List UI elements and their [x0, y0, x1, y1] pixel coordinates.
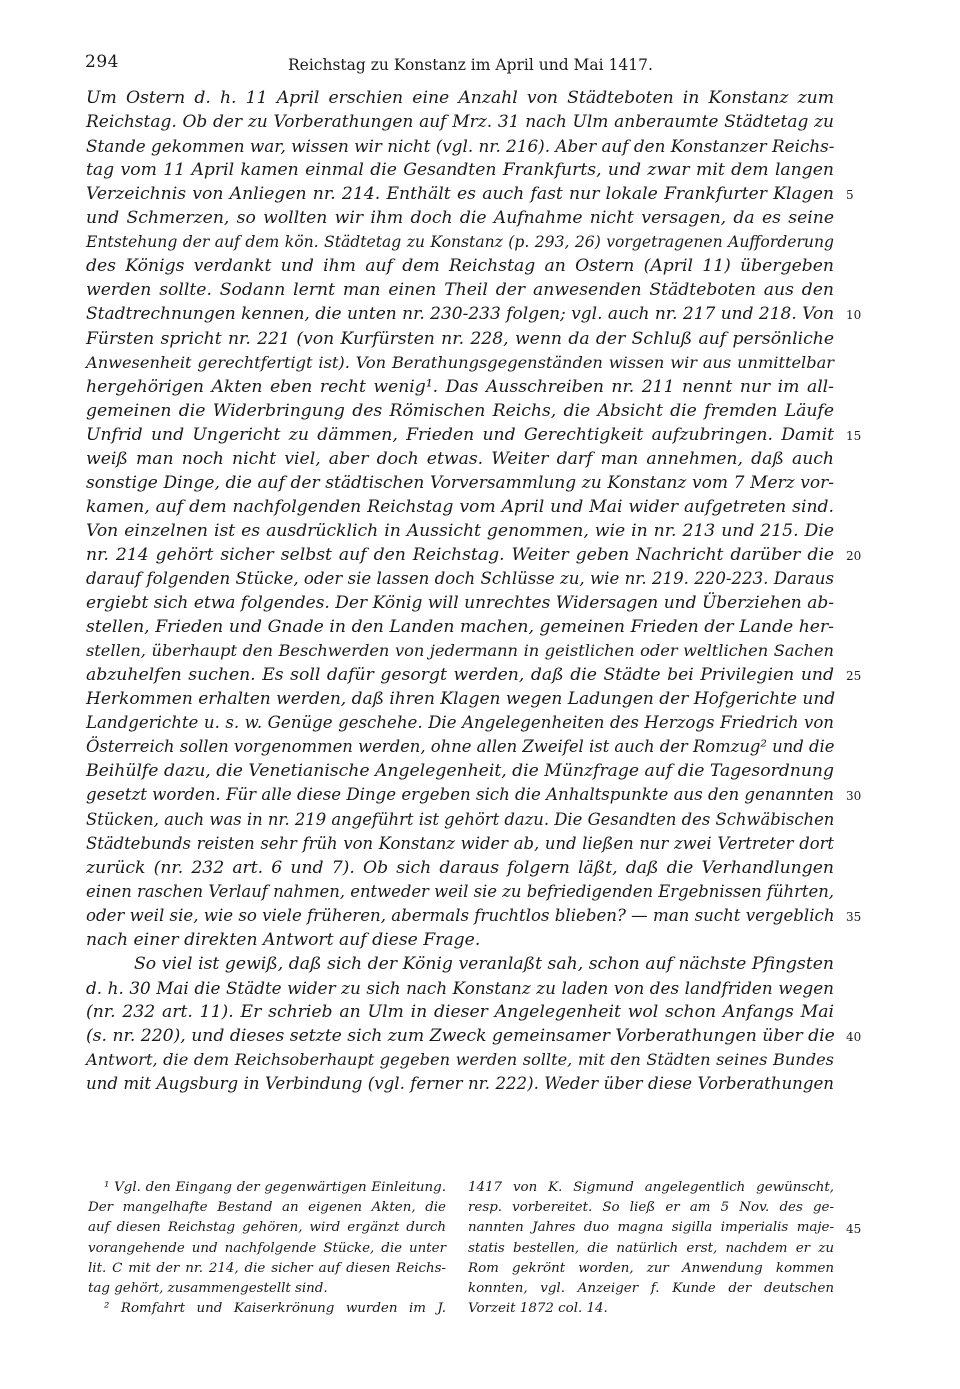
text-line: Stadtrechnungen kennen, die unten nr. 230-233 folgen; vgl. auch nr. 217 und 218. Von: [86, 304, 835, 325]
text-line: Verzeichnis von Anliegen nr. 214. Enthält es auch fast nur lokale Frankfurter Klagen: [86, 184, 834, 205]
footnote-line: lit. C mit der nr. 214, die sicher auf diesen Reichs-: [88, 1260, 446, 1276]
text-line: hergehörigen Akten eben recht wenig¹. Das Ausschreiben nr. 211 nennt nur im all-: [86, 376, 834, 397]
page-number: 294: [85, 52, 119, 72]
text-line: Anwesenheit gerechtfertigt ist). Von Berathungsgegenständen wissen wir aus unmittelbar: [86, 352, 834, 372]
text-line: des Königs verdankt und ihm auf dem Reichstag an Ostern (April 11) übergeben: [86, 256, 834, 277]
line-number: 5: [846, 188, 854, 203]
text-line: einen raschen Verlauf nahmen, entweder weil sie zu befriedigenden Ergebnissen führten,: [86, 881, 834, 901]
text-line: Von einzelnen ist es ausdrücklich in Aussicht genommen, wie in nr. 213 und 215. Die: [86, 520, 834, 541]
line-number: 25: [846, 669, 862, 684]
line-number: 30: [846, 789, 862, 804]
text-line: abzuhelfen suchen. Es soll dafür gesorgt werden, daß die Städte bei Privilegien und: [86, 665, 834, 686]
text-line: weiß man noch nicht viel, aber doch etwas. Weiter darf man annehmen, daß auch: [86, 448, 834, 469]
text-line: stellen, überhaupt den Beschwerden von jedermann in geistlichen oder weltlichen Sachen: [86, 641, 834, 661]
text-line: Antwort, die dem Reichsoberhaupt gegeben werden sollte, mit den Städten seines Bundes: [86, 1050, 834, 1069]
text-line: gesetzt worden. Für alle diese Dinge ergeben sich die Anhaltspunkte aus den genannten: [86, 785, 834, 805]
footnote-line: 1417 von K. Sigmund angelegentlich gewünscht,: [468, 1180, 834, 1195]
text-line: stellen, Frieden und Gnade in den Landen machen, gemeinen Frieden der Lande her-: [86, 617, 834, 638]
text-line: Unfrid und Ungericht zu dämmen, Frieden und Gerechtigkeit aufzubringen. Damit: [86, 424, 834, 445]
text-line: werden sollte. Sodann lernt man einen Theil der anwesenden Städteboten aus den: [86, 280, 834, 301]
text-line: tag vom 11 April kamen einmal die Gesandten Frankfurts, und zwar mit dem langen: [86, 160, 834, 181]
line-number: 40: [846, 1029, 862, 1044]
line-number: 45: [846, 1222, 862, 1237]
text-line: (s. nr. 220), und dieses setzte sich zum Zweck gemeinsamer Vorberathungen über die: [86, 1025, 835, 1046]
footnote-line: konnten, vgl. Anzeiger f. Kunde der deutschen: [468, 1281, 834, 1296]
text-line: Entstehung der auf dem kön. Städtetag zu Konstanz (p. 293, 26) vorgetragenen Aufforderung: [86, 233, 834, 252]
text-line: Städtebunds reisten sehr früh von Konstanz wider ab, und ließen nur zwei Vertreter dort: [86, 833, 834, 853]
footnote-line: ² Romfahrt und Kaiserkrönung wurden im J.: [104, 1301, 446, 1317]
text-line: Österreich sollen vorgenommen werden, ohne allen Zweifel ist auch der Romzug² und die: [86, 737, 835, 757]
footnote-line: resp. vorbereitet. So ließ er am 5 Nov. des ge-: [468, 1200, 834, 1216]
line-number: 10: [846, 308, 862, 323]
text-line: darauf folgenden Stücke, oder sie lassen doch Schlüsse zu, wie nr. 219. 220-223. Daraus: [86, 569, 834, 588]
text-line: Stande gekommen war, wissen wir nicht (vgl. nr. 216). Aber auf den Konstanzer Reichs-: [86, 136, 835, 157]
footnote-line: vorangehende und nachfolgende Stücke, die unter: [88, 1240, 446, 1256]
text-line: So viel ist gewiß, daß sich der König veranlaßt sah, schon auf nächste Pfingsten: [134, 953, 834, 974]
text-line: gemeinen die Widerbringung des Römischen Reichs, die Absicht die fremden Läufe: [86, 400, 834, 421]
text-line: Reichstag. Ob der zu Vorberathungen auf Mrz. 31 nach Ulm anberaumte Städtetag zu: [86, 112, 834, 133]
footnote-line: tag gehört, zusammengestellt sind.: [88, 1281, 328, 1296]
text-line: und Schmerzen, so wollten wir ihm doch die Aufnahme nicht versagen, da es seine: [86, 208, 834, 229]
footnote-line: Rom gekrönt worden, zur Anwendung kommen: [468, 1260, 834, 1276]
text-line: zurück (nr. 232 art. 6 und 7). Ob sich daraus folgern läßt, daß die Verhandlungen: [86, 857, 834, 878]
footnote-line: auf diesen Reichstag gehören, wird ergänzt durch: [88, 1220, 446, 1236]
text-line: nach einer direkten Antwort auf diese Frage.: [86, 929, 481, 950]
text-line: nr. 214 gehört sicher selbst auf den Reichstag. Weiter geben Nachricht darüber die: [86, 544, 834, 565]
line-number: 20: [846, 548, 862, 563]
footnote-line: statis bestellen, die natürlich erst, nachdem er zu: [468, 1240, 834, 1256]
text-line: ergiebt sich etwa folgendes. Der König will unrechtes Widersagen und Überziehen ab-: [86, 593, 834, 614]
running-title: Reichstag zu Konstanz im April und Mai 1417.: [288, 56, 653, 74]
text-line: Um Ostern d. h. 11 April erschien eine Anzahl von Städteboten in Konstanz zum: [86, 88, 834, 108]
footnote-line: Der mangelhafte Bestand an eigenen Akten, die: [88, 1200, 446, 1216]
text-line: sonstige Dinge, die auf der städtischen Vorversammlung zu Konstanz vom 7 Merz vor-: [86, 472, 834, 493]
text-line: Herkommen erhalten werden, daß ihren Klagen wegen Ladungen der Hofgerichte und: [86, 689, 836, 710]
text-line: Fürsten spricht nr. 221 (von Kurfürsten nr. 228, wenn da der Schluß auf persönliche: [86, 328, 834, 349]
text-line: oder weil sie, wie so viele früheren, abermals fruchtlos blieben? — man sucht vergeblich: [86, 905, 835, 925]
text-line: d. h. 30 Mai die Städte wider zu sich nach Konstanz zu laden von des landfriden wegen: [86, 977, 834, 998]
footnote-line: nannten Jahres duo magna sigilla imperialis maje-: [468, 1220, 834, 1236]
text-line: Landgerichte u. s. w. Genüge geschehe. Die Angelegenheiten des Herzogs Friedrich von: [86, 713, 834, 733]
text-line: Stücken, auch was in nr. 219 angeführt ist gehört dazu. Die Gesandten des Schwäbischen: [86, 809, 835, 829]
footnote-line: Vorzeit 1872 col. 14.: [468, 1301, 608, 1317]
footnote-line: ¹ Vgl. den Eingang der gegenwärtigen Einleitung.: [104, 1180, 446, 1195]
line-number: 35: [846, 909, 862, 924]
text-line: (nr. 232 art. 11). Er schrieb an Ulm in dieser Angelegenheit wol schon Anfangs Mai: [86, 1001, 834, 1022]
text-line: kamen, auf dem nachfolgenden Reichstag vom April und Mai wider aufgetreten sind.: [86, 496, 834, 517]
text-line: und mit Augsburg in Verbindung (vgl. ferner nr. 222). Weder über diese Vorberathungen: [86, 1074, 834, 1094]
line-number: 15: [846, 428, 862, 443]
text-line: Beihülfe dazu, die Venetianische Angelegenheit, die Münzfrage auf die Tagesordnung: [86, 761, 834, 782]
